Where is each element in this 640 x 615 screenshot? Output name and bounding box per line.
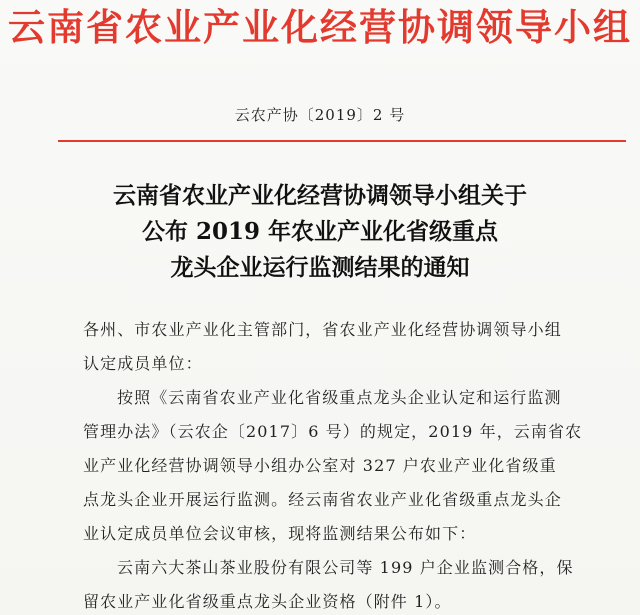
paragraph-1-line-5: 业认定成员单位会议审核，现将监测结果公布如下： xyxy=(83,524,477,543)
paragraph-1-line-4: 点龙头企业开展运行监测。经云南省农业产业化省级重点龙头企 xyxy=(83,490,562,509)
issuing-organization-header: 云南省农业产业化经营协调领导小组 xyxy=(8,5,632,49)
title-line-1: 云南省农业产业化经营协调领导小组关于 xyxy=(113,182,527,209)
salutation-line-2: 认定成员单位： xyxy=(83,354,203,373)
title-line-3: 龙头企业运行监测结果的通知 xyxy=(170,254,470,281)
title-line-2: 公布 2019 年农业产业化省级重点 xyxy=(141,218,499,245)
paragraph-2-line-1: 云南六大茶山茶业股份有限公司等 199 户企业监测合格，保 xyxy=(117,558,574,577)
document-title xyxy=(0,178,640,286)
paragraph-1-line-1: 按照《云南省农业产业化省级重点龙头企业认定和运行监测 xyxy=(117,388,562,407)
paragraph-1-line-3: 业产业化经营协调领导小组办公室对 327 户农业产业化省级重 xyxy=(83,456,557,475)
document-number: 云农产协〔2019〕2 号 xyxy=(234,106,406,124)
paragraph-2-line-2: 留农业产业化省级重点龙头企业资格（附件 1）。 xyxy=(83,592,452,611)
document-body xyxy=(83,313,603,615)
salutation-line-1: 各州、市农业产业化主管部门，省农业产业化经营协调领导小组 xyxy=(83,320,562,339)
red-divider-line xyxy=(58,140,626,142)
paragraph-1-line-2: 管理办法》（云农企〔2017〕6 号）的规定，2019 年，云南省农 xyxy=(83,422,583,441)
